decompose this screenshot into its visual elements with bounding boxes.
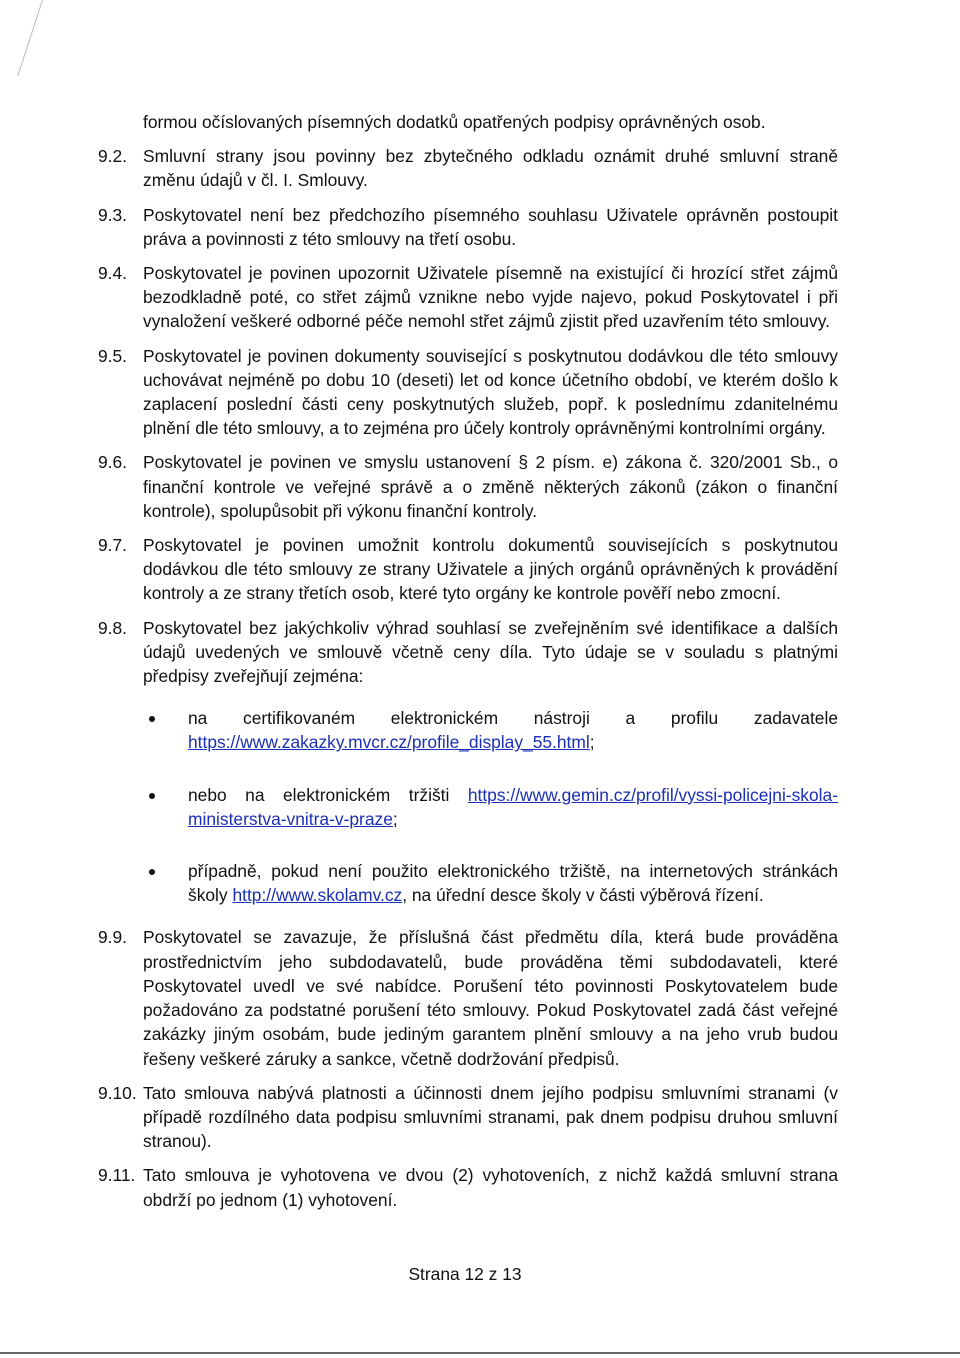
lead-paragraph [98, 110, 838, 134]
clause-text: Poskytovatel je povinen umožnit kontrolu dokumentů souvisejících s poskytnutou dodávkou dle této smlouvy ze strany Uživatele a jiných orgánů oprávněných k provádění kontroly a ze strany třetích osob, které tyto orgány ke kontrole pověří nebo zmocní. [143, 535, 838, 604]
scan-edge-line [0, 1352, 960, 1354]
zakazky-link[interactable]: https://www.zakazky.mvcr.cz/profile_display_55.html [188, 732, 590, 753]
clause-text: Smluvní strany jsou povinny bez zbytečného odkladu oznámit druhé smluvní straně změnu údajů v čl. I. Smlouvy. [143, 146, 838, 191]
clause-text: Poskytovatel je povinen ve smyslu ustanovení § 2 písm. e) zákona č. 320/2001 Sb., o finanční kontrole ve veřejné správě a o změně některých zákonů (zákon o finanční kontrole), spolupůsobit při výkonu finanční kontroly. [143, 452, 838, 521]
clause-number: 9.10. [98, 1082, 137, 1103]
clause-9-10 [98, 1081, 838, 1154]
clause-text: Tato smlouva je vyhotovena ve dvou (2) vyhotoveních, z nichž každá smluvní strana obdrží po jednom (1) vyhotovení. [143, 1165, 838, 1210]
bullet-text: případně, pokud není použito elektronického tržiště, na internetových stránkách školy [188, 861, 838, 906]
clause-list-continued [98, 925, 838, 1211]
clause-number: 9.9. [98, 927, 128, 948]
list-item [143, 783, 838, 831]
clause-9-3 [98, 203, 838, 251]
clause-number: 9.11. [98, 1165, 136, 1186]
list-item [143, 859, 838, 907]
clause-9-8 [98, 616, 838, 689]
clause-text: Poskytovatel se zavazuje, že příslušná část předmětu díla, která bude prováděna prostřednictvím jeho subdodavatelů, bude prováděna těmi subdodavateli, které Poskytovatel uvedl ve své nabídce. Porušení této povinnosti Poskytovatelem bude požadováno za podstatné porušení této smlouvy. Pokud Poskytovatel zadá část veřejné zakázky jiným osobám, bude jediným garantem plnění smlouvy a na jeho vrub budou řešeny veškeré záruky a sankce, včetně dodržování předpisů. [143, 927, 838, 1069]
page-content [98, 110, 838, 1222]
bullet-suffix: ; [589, 732, 595, 753]
clause-9-6 [98, 450, 838, 523]
bullet-icon [149, 869, 155, 875]
clause-number: 9.6. [98, 452, 128, 473]
clause-number: 9.3. [98, 204, 128, 225]
clause-number: 9.4. [98, 263, 128, 284]
clause-9-5 [98, 344, 838, 441]
clause-text: Tato smlouva nabývá platnosti a účinnosti dnem jejího podpisu smluvními stranami (v případě rozdílného data podpisu smluvními stranami, pak dnem podpisu druhou smluvní stranou). [143, 1082, 838, 1152]
bullet-text: nebo na elektronickém tržišti [188, 784, 468, 805]
publication-list [143, 706, 838, 907]
lead-text: formou očíslovaných písemných dodatků opatřených podpisy oprávněných osob. [143, 112, 766, 132]
clause-9-7 [98, 533, 838, 606]
clause-number: 9.5. [98, 345, 128, 366]
scan-artifact [17, 0, 43, 76]
clause-text: Poskytovatel je povinen dokumenty související s poskytnutou dodávkou dle této smlouvy uchovávat nejméně po dobu 10 (deseti) let od konce účetního období, ve kterém došlo k zaplacení poslední části ceny poskytnutých služeb, popř. k poslednímu zdanitelnému plnění dle této smlouvy, a to zejména pro účely kontroly oprávněnými kontrolními orgány. [143, 345, 838, 439]
bullet-suffix: ; [392, 808, 398, 829]
clause-9-4 [98, 261, 838, 334]
clause-text: Poskytovatel není bez předchozího písemného souhlasu Uživatele oprávněn postoupit práva a povinnosti z této smlouvy na třetí osobu. [143, 204, 838, 249]
page-number-footer: Strana 12 z 13 [408, 1264, 522, 1284]
clause-text: Poskytovatel bez jakýchkoliv výhrad souhlasí se zveřejněním své identifikace a dalších údajů uvedených ve smlouvě včetně ceny díla. Tyto údaje se v souladu s platnými předpisy zveřejňují zejména: [143, 617, 838, 687]
clause-text: Poskytovatel je povinen upozornit Uživatele písemně na existující či hrozící střet zájmů bezodkladně poté, co střet zájmů vznikne nebo vyjde najevo, pokud Poskytovatel i při vynaložení veškeré odborné péče nemohl střet zájmů zjistit před uzavřením této smlouvy. [143, 263, 838, 332]
clause-list [98, 144, 838, 688]
skolamv-link[interactable]: http://www.skolamv.cz [232, 885, 403, 906]
bullet-icon [149, 793, 155, 799]
bullet-text: na certifikovaném elektronickém nástroji a profilu zadavatele [188, 708, 838, 729]
clause-9-9 [98, 925, 838, 1070]
clause-9-2 [98, 144, 838, 192]
list-item [143, 706, 838, 754]
clause-number: 9.7. [98, 535, 128, 556]
gemin-link[interactable]: https://www.gemin.cz/profil/vyssi-policejni-skola-ministerstva-vnitra-v-praze [188, 784, 838, 829]
clause-number: 9.8. [98, 617, 128, 638]
clause-9-11 [98, 1163, 838, 1211]
bullet-suffix: , na úřední desce školy v části výběrová řízení. [402, 885, 764, 906]
bullet-icon [149, 716, 155, 722]
clause-number: 9.2. [98, 146, 128, 167]
